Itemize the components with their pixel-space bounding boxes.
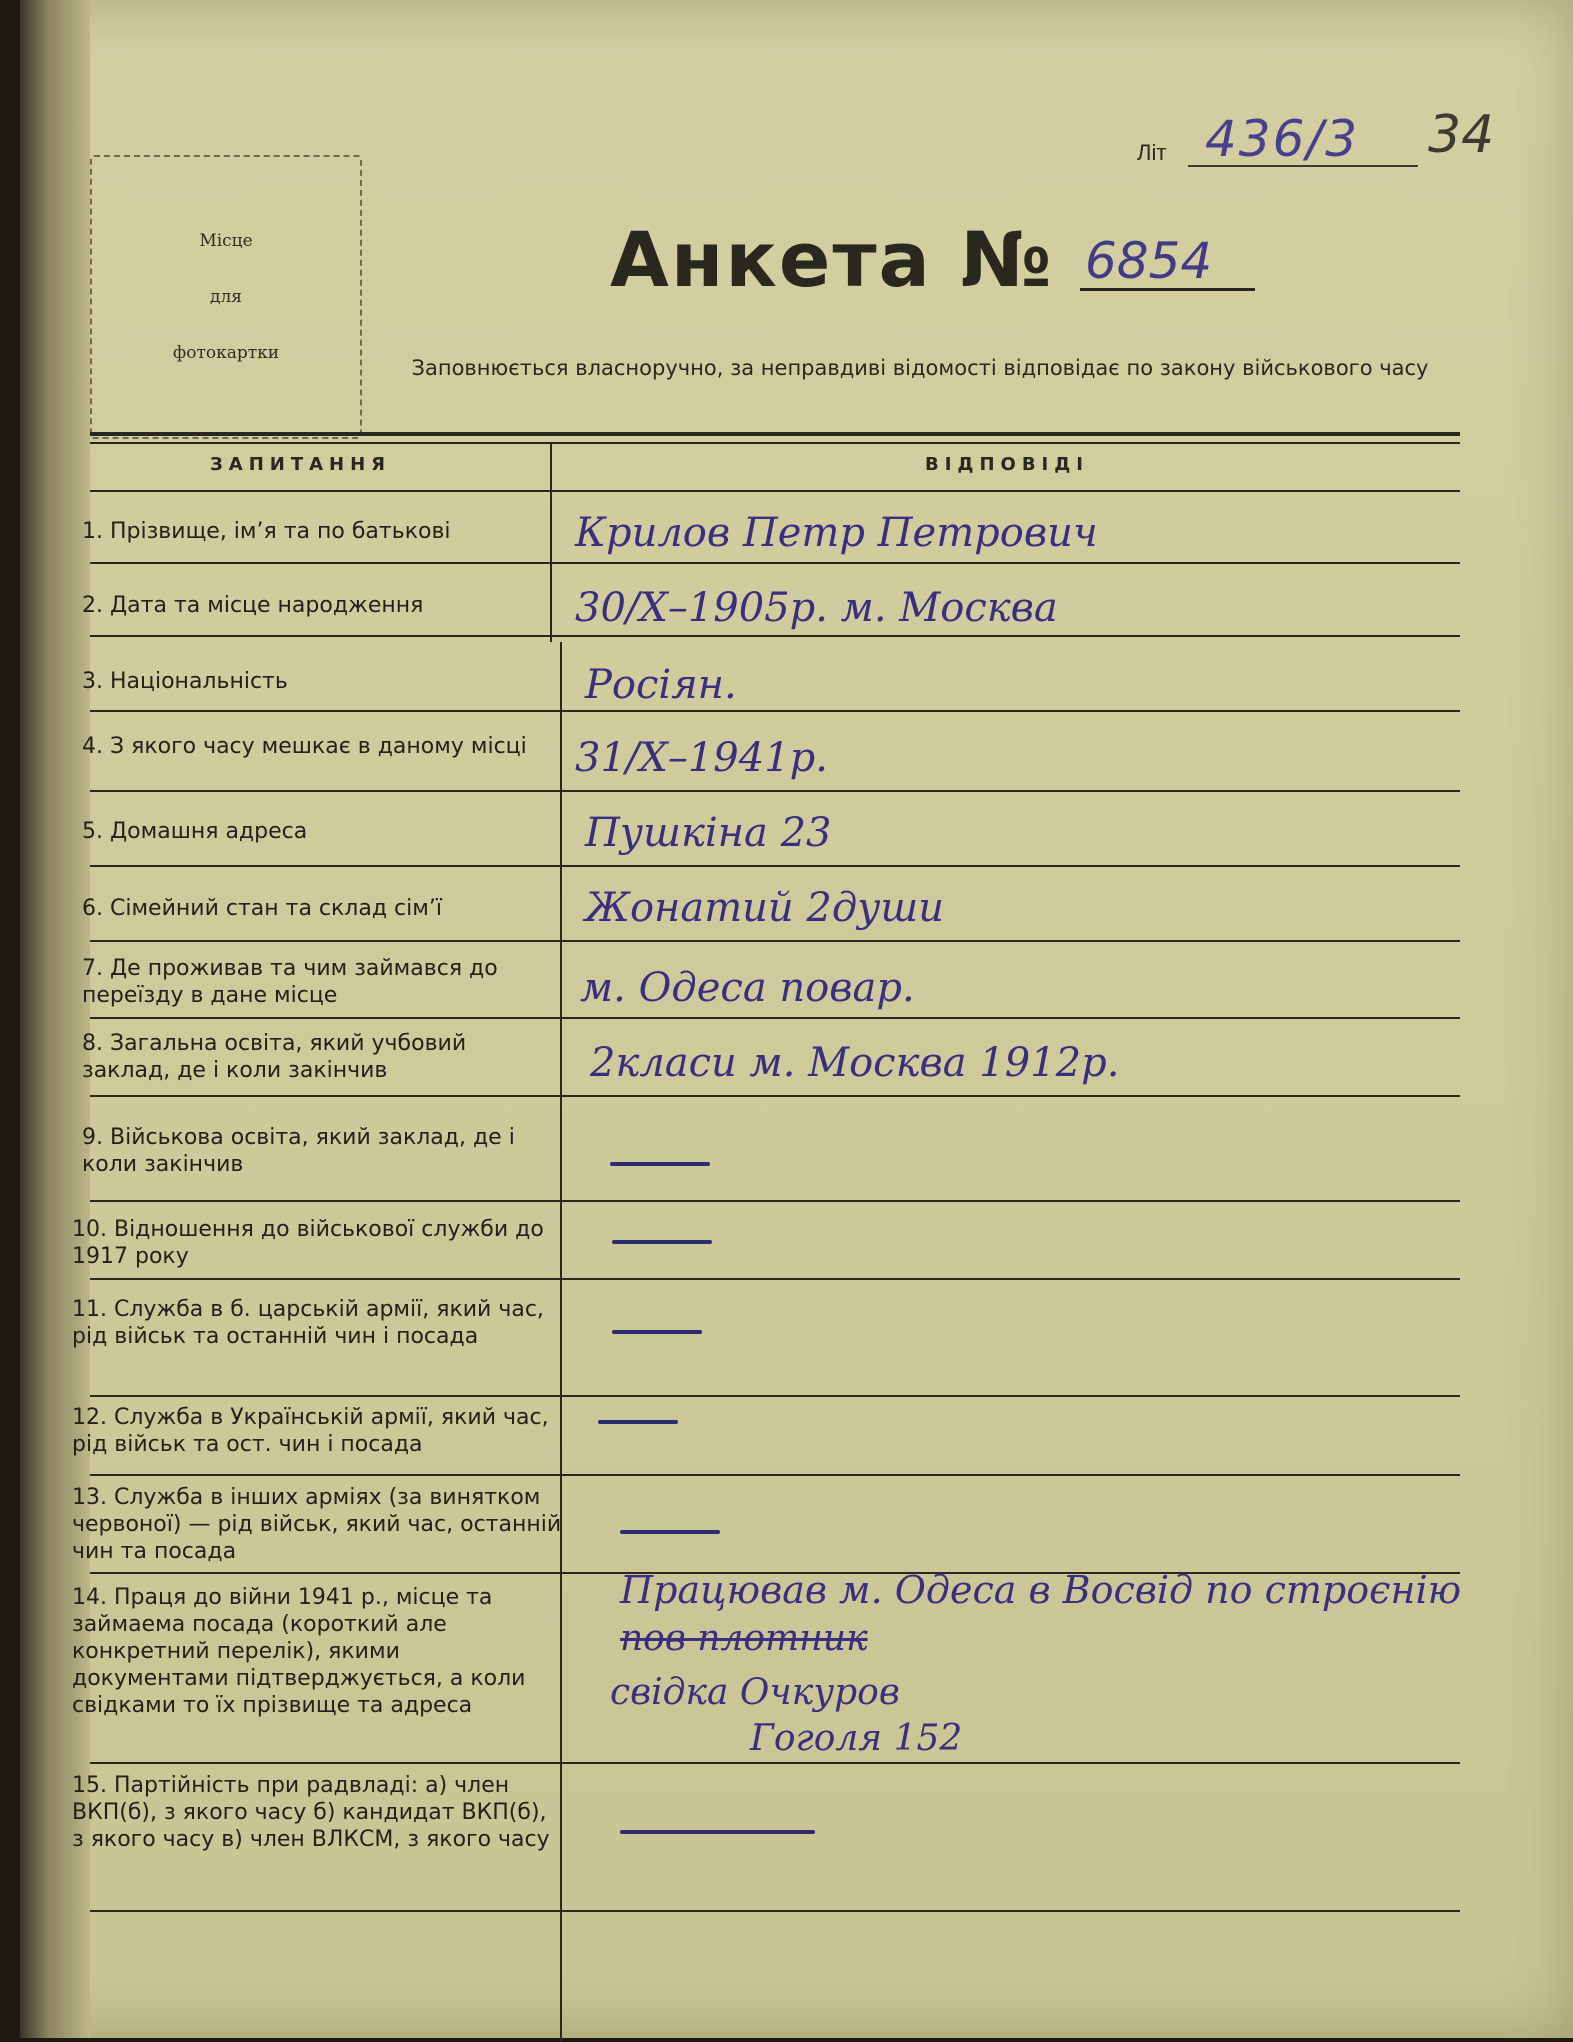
question-11: 11. Служба в б. царській армії, який час, рід військ та останній чин і посада: [72, 1297, 544, 1349]
row-separator: [90, 635, 1460, 637]
answer-14-line-1: Працював м. Одеса в Восвід по строєнію: [620, 1568, 1462, 1612]
answer-1: Крилов Петр Петрович: [575, 510, 1098, 556]
lit-label: Літ: [1137, 140, 1167, 165]
question-10: 10. Відношення до військової служби до 1917 року: [72, 1217, 544, 1269]
questionnaire-page: [20, 0, 1573, 2038]
question-1: 1. Прізвище, ім’я та по батькові: [82, 519, 451, 544]
number-underline: [1080, 288, 1255, 291]
row-separator: [90, 1910, 1460, 1912]
document-title: Анкета №: [610, 215, 1054, 304]
answer-5: Пушкіна 23: [585, 810, 832, 856]
answer-11-dash: [612, 1330, 702, 1334]
row-separator: [90, 1200, 1460, 1202]
question-9: 9. Військова освіта, який заклад, де і коли закінчив: [82, 1125, 515, 1177]
answer-4: 31/X–1941р.: [575, 735, 828, 781]
row-separator: [90, 1278, 1460, 1280]
answer-14-line-3: свідка Очкуров: [610, 1672, 900, 1713]
answers-header: ВІДПОВІДІ: [925, 454, 1089, 475]
photo-label-3: фотокартки: [172, 343, 280, 363]
questions-header: ЗАПИТАННЯ: [210, 454, 392, 475]
question-6: 6. Сімейний стан та склад сім’ї: [82, 896, 442, 921]
row-separator: [90, 562, 1460, 564]
photo-placeholder: [90, 155, 362, 439]
question-3: 3. Національність: [82, 669, 288, 694]
header-bottom-rule: [90, 490, 1460, 492]
question-13: 13. Служба в інших арміях (за винятком червоної) — рід військ, який час, останній чин та посада: [72, 1485, 562, 1564]
column-divider-top: [550, 442, 552, 642]
answer-14-line-2: пов плотник: [620, 1618, 868, 1659]
answer-9-dash: [610, 1162, 710, 1166]
question-12: 12. Служба в Українській армії, який час, рід військ та ост. чин і посада: [72, 1405, 549, 1457]
question-2: 2. Дата та місце народження: [82, 593, 424, 618]
row-separator: [90, 1762, 1460, 1764]
answer-8: 2класи м. Москва 1912р.: [590, 1040, 1120, 1086]
question-5: 5. Домашня адреса: [82, 819, 308, 844]
answer-13-dash: [620, 1530, 720, 1534]
lit-value: 436/3: [1205, 110, 1360, 168]
answer-15-dash: [620, 1830, 815, 1834]
photo-label-1: Місце: [199, 231, 253, 251]
answer-12-dash: [598, 1420, 678, 1424]
answer-2: 30/X–1905р. м. Москва: [575, 585, 1058, 631]
answer-14-line-4: Гоголя 152: [750, 1718, 963, 1759]
questionnaire-number: 6854: [1085, 232, 1213, 290]
row-separator: [90, 1474, 1460, 1476]
answer-6: Жонатий 2души: [585, 885, 945, 931]
row-separator: [90, 1395, 1460, 1397]
photo-label-2: для: [210, 287, 242, 307]
page-number: 34: [1428, 105, 1495, 165]
question-14: 14. Праця до війни 1941 р., місце та займаема посада (короткий але конкретний перелік), якими документами підтверджується, а коли свідками то їх прізвище та адреса: [72, 1585, 526, 1718]
answer-3: Росіян.: [585, 662, 737, 708]
row-separator: [90, 1095, 1460, 1097]
header-top-rule: [90, 432, 1460, 436]
row-separator: [90, 865, 1460, 867]
question-15: 15. Партійність при радвладі: а) член ВКП(б), з якого часу б) кандидат ВКП(б), з якого часу в) член ВЛКСМ, з якого часу: [72, 1773, 550, 1852]
header-top-rule-thin: [90, 442, 1460, 444]
answer-7: м. Одеса повар.: [580, 965, 915, 1011]
answer-10-dash: [612, 1240, 712, 1244]
question-4: 4. З якого часу мешкає в даному місці: [82, 734, 527, 759]
question-7: 7. Де проживав та чим займався до переїзду в дане місце: [82, 956, 498, 1008]
question-8: 8. Загальна освіта, який учбовий заклад, де і коли закінчив: [82, 1031, 467, 1083]
binding-spine: [20, 0, 90, 2038]
row-separator: [90, 940, 1460, 942]
row-separator: [90, 710, 1460, 712]
row-separator: [90, 790, 1460, 792]
document-subtitle: Заповнюється власноручно, за неправдиві відомості відповідає по закону військового часу: [411, 356, 1429, 380]
row-separator: [90, 1017, 1460, 1019]
